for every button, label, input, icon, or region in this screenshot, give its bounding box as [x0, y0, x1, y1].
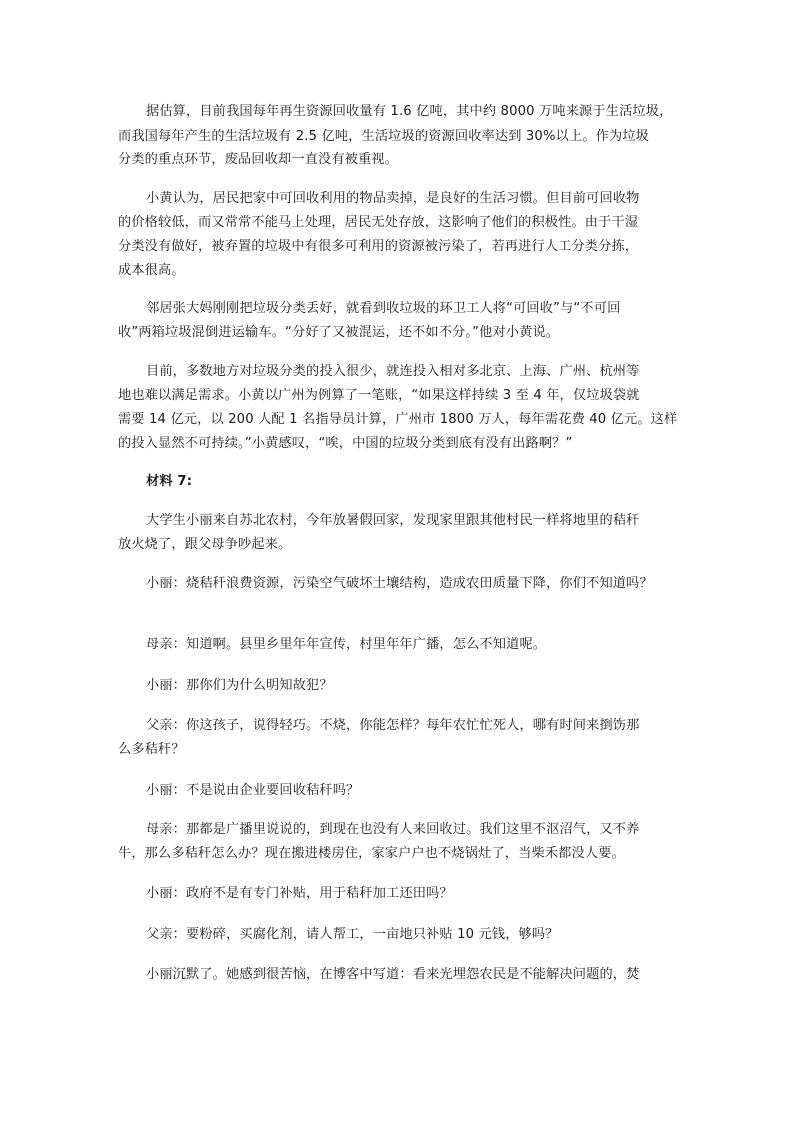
- text-line: 而我国每年产生的生活垃圾有 2.5 亿吨，生活垃圾的资源回收率达到 30%以上。作为垃圾: [118, 129, 650, 144]
- text-line: 母亲：那都是广播里说说的，到现在也没有人来回收过。我们这里不沤沼气，又不养: [146, 822, 640, 837]
- text-line: 小丽：那你们为什么明知故犯？: [146, 678, 333, 693]
- text-line: 据估算，目前我国每年再生资源回收量有 1.6 亿吨，其中约 8000 万吨来源于生活垃圾，: [146, 104, 673, 119]
- text-line: 大学生小丽来自苏北农村，今年放暑假回家，发现家里跟其他村民一样将地里的秸秆: [146, 513, 640, 528]
- text-line: 邻居张大妈刚刚把垃圾分类丢好，就看到收垃圾的环卫工人将“可回收”与“不可回: [146, 301, 621, 316]
- text-line: 么多秸秆？: [118, 742, 185, 757]
- section-heading: 材料 7:: [146, 474, 193, 489]
- text-line: 的投入显然不可持续。”小黄感叹，“唉，中国的垃圾分类到底有没有出路啊？”: [118, 436, 573, 451]
- text-line: 父亲：要粉碎，买腐化剂，请人帮工，一亩地只补贴 10 元钱，够吗？: [146, 927, 559, 942]
- text-line: 小丽：烧秸秆浪费资源，污染空气破坏土壤结构，造成农田质量下降，你们不知道吗？: [146, 576, 653, 591]
- text-line: 放火烧了，跟父母争吵起来。: [118, 537, 292, 552]
- text-line: 小丽沉默了。她感到很苦恼，在博客中写道：看来光埋怨农民是不能解决问题的，焚: [146, 967, 640, 982]
- text-line: 成本很高。: [118, 263, 185, 278]
- text-line: 小丽：不是说由企业要回收秸秆吗？: [146, 783, 360, 798]
- text-line: 地也难以满足需求。小黄以广州为例算了一笔账，“如果这样持续 3 至 4 年，仅垃圾袋就: [118, 388, 640, 403]
- text-line: 母亲：知道啊。县里乡里年年宣传，村里年年广播，怎么不知道呢。: [146, 637, 547, 652]
- text-line: 收”两箱垃圾混倒进运输车。“分好了又被混运，还不如不分。”他对小黄说。: [118, 325, 560, 340]
- text-line: 小丽：政府不是有专门补贴，用于秸秆加工还田吗？: [146, 886, 453, 901]
- text-line: 分类的重点环节，废品回收却一直没有被重视。: [118, 152, 399, 167]
- text-line: 的价格较低，而又常常不能马上处理，居民无处存放，这影响了他们的积极性。由于干湿: [118, 215, 639, 230]
- text-line: 牛，那么多秸秆怎么办？现在搬进楼房住，家家户户也不烧锅灶了，当柴禾都没人要。: [118, 846, 625, 861]
- text-line: 小黄认为，居民把家中可回收利用的物品卖掉，是良好的生活习惯。但目前可回收物: [146, 191, 640, 206]
- text-line: 分类没有做好，被弃置的垃圾中有很多可利用的资源被污染了，若再进行人工分类分拣，: [118, 239, 639, 254]
- text-line: 目前，多数地方对垃圾分类的投入很少，就连投入相对多北京、上海、广州、杭州等: [146, 364, 640, 379]
- text-line: 父亲：你这孩子，说得轻巧。不烧，你能怎样？每年农忙忙死人，哪有时间来捯饬那: [146, 718, 640, 733]
- text-line: 需要 14 亿元，以 200 人配 1 名指导员计算，广州市 1800 万人，每年需花费 40 亿元。这样: [118, 412, 678, 427]
